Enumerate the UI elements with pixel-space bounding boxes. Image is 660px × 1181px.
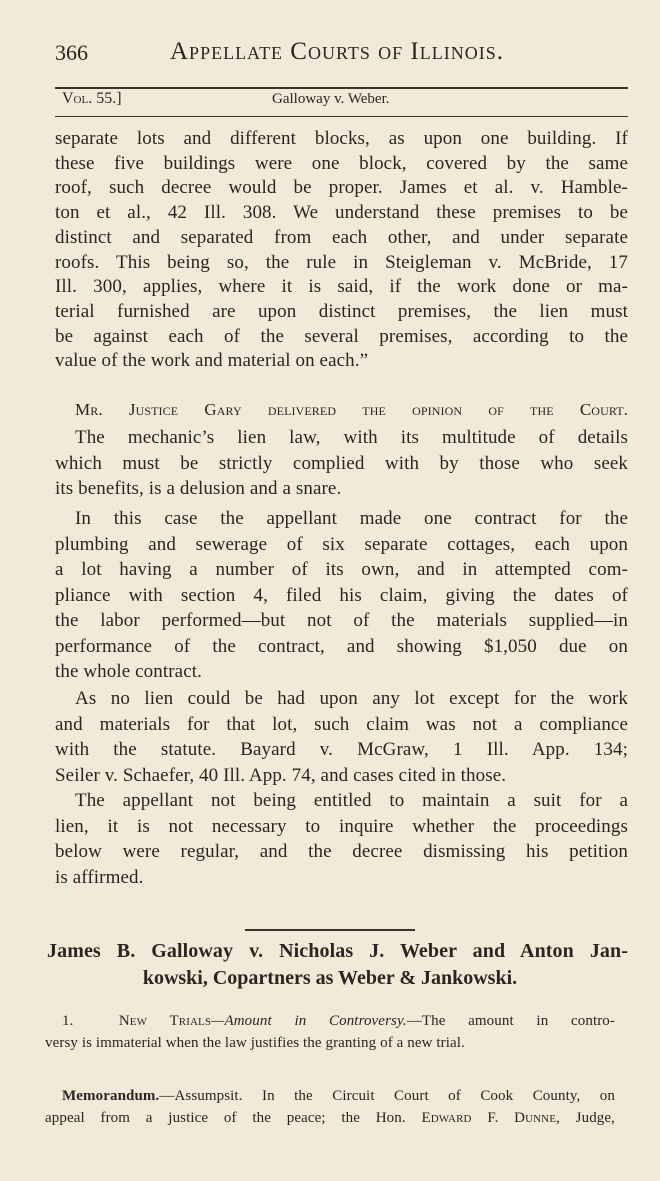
paragraph-line: with the statute. Bayard v. McGraw, 1 Ill. App. 134; bbox=[55, 739, 628, 760]
paragraph-line: Seiler v. Schaefer, 40 Ill. App. 74, and cases cited in those. bbox=[55, 764, 507, 786]
header-rule-bottom bbox=[55, 116, 628, 117]
paragraph-line: its benefits, is a delusion and a snare. bbox=[55, 478, 342, 499]
volume-label: Vol. 55.] bbox=[62, 90, 122, 107]
paragraph-line: lien, it is not necessary to inquire whether the proceedings bbox=[55, 815, 628, 837]
quote-line: roofs. This being so, the rule in Steigleman v. McBride, 17 bbox=[55, 251, 628, 273]
paragraph-line: the labor performed—but not of the materials supplied—in bbox=[55, 610, 628, 631]
quote-line: value of the work and material on each.” bbox=[55, 350, 369, 372]
paragraph-line: which must be strictly complied with by those who seek bbox=[55, 452, 628, 474]
paragraph-line: The appellant not being entitled to maintain a suit for a bbox=[75, 790, 628, 811]
section-divider bbox=[245, 929, 415, 931]
paragraph-line: plumbing and sewerage of six separate cottages, each upon bbox=[55, 533, 628, 555]
paragraph-line: As no lien could be had upon any lot except for the work bbox=[75, 688, 628, 709]
quote-line: roof, such decree would be proper. James et al. v. Hamble- bbox=[55, 177, 628, 199]
quote-line: separate lots and different blocks, as upon one building. If bbox=[55, 128, 628, 149]
paragraph-line: the whole contract. bbox=[55, 661, 202, 682]
paragraph-line: performance of the contract, and showing $1,050 due on bbox=[55, 635, 628, 657]
headnote-1 bbox=[62, 1013, 615, 1030]
quote-line: ton et al., 42 Ill. 308. We understand these premises to be bbox=[55, 202, 628, 224]
quote-line: be against each of the several premises, according to the bbox=[55, 325, 628, 347]
paragraph-line: The mechanic’s lien law, with its multitude of details bbox=[75, 427, 628, 448]
memorandum-label: Memorandum. bbox=[62, 1088, 160, 1104]
memorandum-text: —Assumpsit. In the Circuit Court of Cook County, on bbox=[159, 1088, 615, 1104]
case-short-title: Galloway v. Weber. bbox=[272, 91, 390, 107]
memorandum-text-2: appeal from a justice of the peace; the Hon. bbox=[45, 1110, 422, 1126]
quote-line: distinct and separated from each other, and under separate bbox=[55, 226, 628, 248]
header-rule-top bbox=[55, 87, 628, 89]
judge-name: Edward F. Dunne bbox=[421, 1110, 557, 1126]
paragraph-line: below were regular, and the decree dismissing his petition bbox=[55, 841, 628, 862]
quote-line: terial furnished are upon distinct premises, the lien must bbox=[55, 300, 628, 322]
paragraph-line: pliance with section 4, filed his claim, giving the dates of bbox=[55, 584, 628, 606]
headnote-text: —The amount in contro- bbox=[406, 1013, 616, 1029]
paragraph-line: In this case the appellant made one contract for the bbox=[75, 508, 628, 529]
headnote-topic: New Trials bbox=[118, 1013, 212, 1029]
page-number: 366 bbox=[55, 40, 88, 65]
quote-line: these five buildings were one block, covered by the same bbox=[55, 152, 628, 174]
case-title-line-2: kowski, Copartners as Weber & Jankowski. bbox=[142, 967, 518, 989]
running-title: Appellate Courts of Illinois. bbox=[170, 38, 504, 65]
headnote-subtopic: —Amount in Controversy. bbox=[211, 1013, 407, 1029]
headnote-1-cont: versy is immaterial when the law justifies the granting of a new trial. bbox=[45, 1035, 465, 1051]
headnote-number: 1. bbox=[62, 1013, 74, 1029]
case-title-line-1: James B. Galloway v. Nicholas J. Weber and Anton Jan- bbox=[47, 940, 628, 962]
paragraph-line: is affirmed. bbox=[55, 866, 144, 888]
memorandum-line-2 bbox=[45, 1110, 615, 1127]
memorandum-text-3: , Judge, bbox=[556, 1110, 616, 1126]
quote-line: Ill. 300, applies, where it is said, if the work done or ma- bbox=[55, 276, 628, 298]
paragraph-line: and materials for that lot, such claim was not a compliance bbox=[55, 713, 628, 735]
opinion-intro: Mr. Justice Gary delivered the opinion of the Court. bbox=[75, 400, 628, 419]
memorandum-line-1 bbox=[62, 1088, 615, 1105]
paragraph-line: a lot having a number of its own, and in attempted com- bbox=[55, 559, 628, 580]
